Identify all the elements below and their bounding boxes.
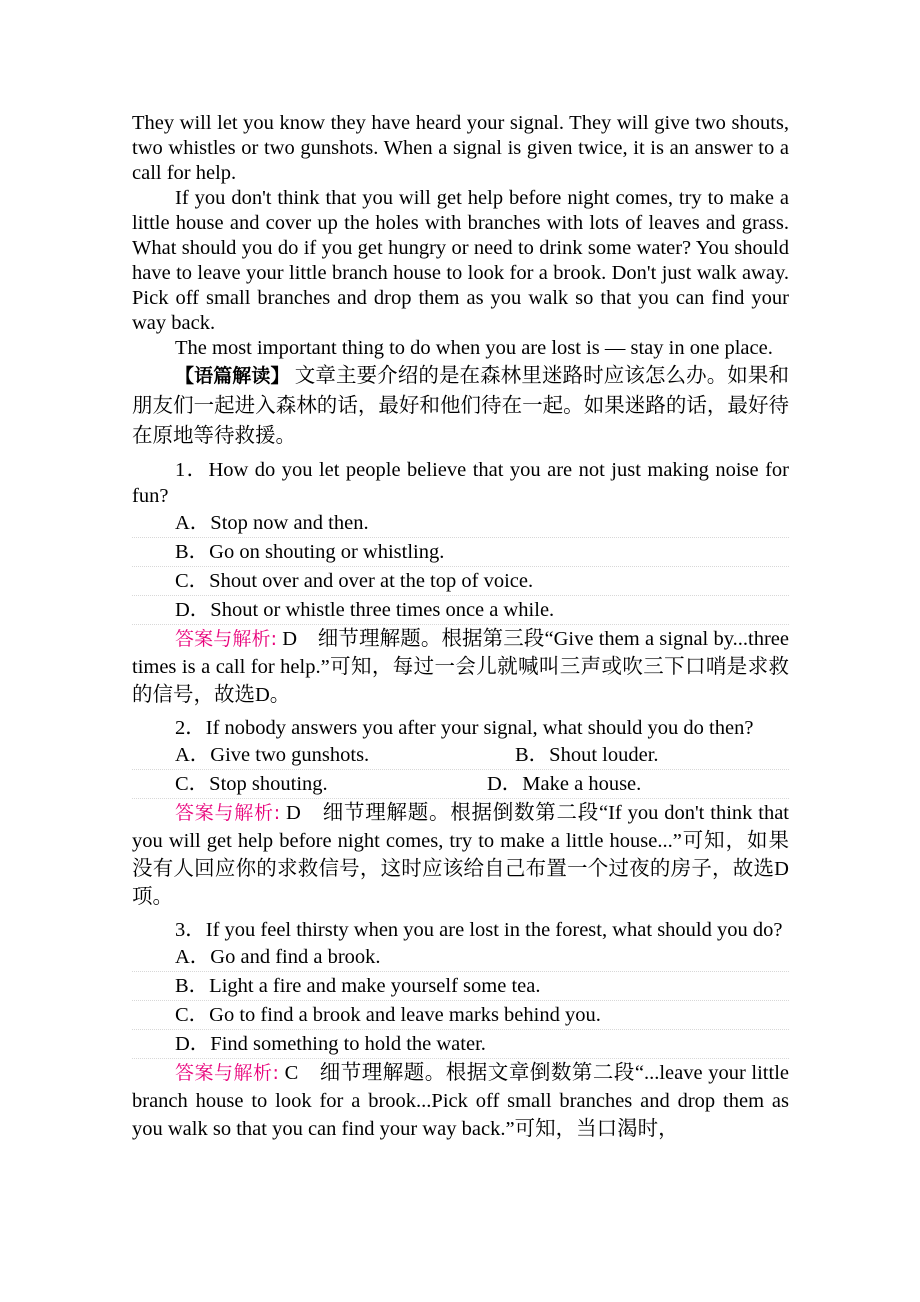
answer-label: 答案与解析:	[175, 1062, 279, 1084]
question-2-option-d[interactable]: D．Make a house.	[487, 773, 642, 795]
analysis-paragraph	[132, 361, 789, 451]
question-1-option-b[interactable]: B．Go on shouting or whistling.	[132, 538, 789, 567]
question-2-option-c[interactable]: C．Stop shouting.	[175, 773, 328, 795]
passage-paragraph-2: If you don't think that you will get help before night comes, try to make a little house and cover up the holes with branches with lots of leaves and grass. What should you do if you get hungry or need to drink some water? You should have to leave your little branch house to look for a brook. Don't just walk away. Pick off small branches and drop them as you walk so that you can find your way back.	[132, 187, 789, 334]
question-3-option-a[interactable]: A．Go and find a brook.	[132, 943, 789, 972]
question-1-answer	[132, 625, 789, 709]
passage-paragraph-3: The most important thing to do when you are lost is — stay in one place.	[175, 337, 773, 359]
question-1-option-a[interactable]: A．Stop now and then.	[132, 509, 789, 538]
question-1-stem: 1．How do you let people believe that you are not just making noise for fun?	[132, 459, 789, 507]
answer-text: D 细节理解题。根据第三段“Give them a signal by...three times is a call for help.”可知，每过一会儿就喊叫三声或吹三下口哨是求救的信号，故选D。	[132, 628, 789, 706]
analysis-label: 【语篇解读】	[175, 365, 290, 387]
document-page	[132, 111, 789, 1143]
answer-label: 答案与解析:	[175, 802, 281, 824]
question-2-answer	[132, 799, 789, 911]
question-3-option-b[interactable]: B．Light a fire and make yourself some tea.	[132, 972, 789, 1001]
question-1-option-c[interactable]: C．Shout over and over at the top of voice.	[132, 567, 789, 596]
question-2-option-a[interactable]: A．Give two gunshots.	[175, 744, 370, 766]
answer-label: 答案与解析:	[175, 628, 277, 650]
question-1-option-d[interactable]: D．Shout or whistle three times once a while.	[132, 596, 789, 625]
question-2-options-row-2	[132, 770, 789, 799]
question-3-option-c[interactable]: C．Go to find a brook and leave marks behind you.	[132, 1001, 789, 1030]
answer-text: C 细节理解题。根据文章倒数第二段“...leave your little branch house to look for a brook...Pick off small branches and drop them as you walk so that you can find your way back.”可知，当口渴时，	[132, 1062, 789, 1140]
passage-paragraph-1: They will let you know they have heard your signal. They will give two shouts, two whistles or two gunshots. When a signal is given twice, it is an answer to a call for help.	[132, 112, 789, 184]
question-2-stem: 2．If nobody answers you after your signal, what should you do then?	[175, 717, 754, 739]
question-3-option-d[interactable]: D．Find something to hold the water.	[132, 1030, 789, 1059]
analysis-text: 文章主要介绍的是在森林里迷路时应该怎么办。如果和朋友们一起进入森林的话，最好和他们待在一起。如果迷路的话，最好待在原地等待救援。	[132, 365, 789, 447]
question-3-stem: 3．If you feel thirsty when you are lost in the forest, what should you do?	[175, 919, 783, 941]
answer-text: D 细节理解题。根据倒数第二段“If you don't think that you will get help before night comes, try to make a little house...”可知，如果没有人回应你的求救信号，这时应该给自己布置一个过夜的房子，故选D项。	[132, 802, 790, 908]
question-2-option-b[interactable]: B．Shout louder.	[515, 744, 659, 766]
question-3-answer	[132, 1059, 789, 1143]
question-2-options-row-1	[132, 741, 789, 770]
